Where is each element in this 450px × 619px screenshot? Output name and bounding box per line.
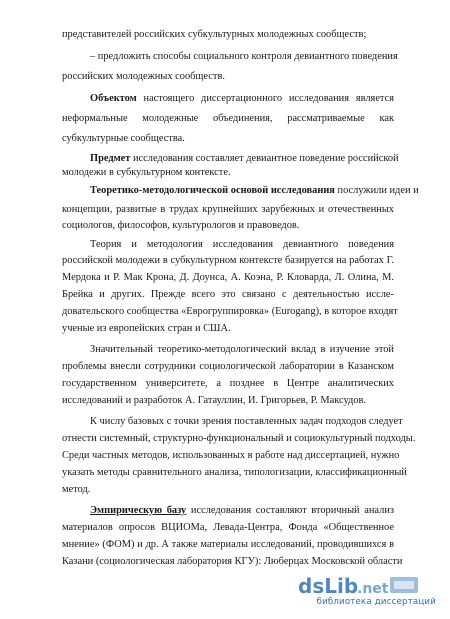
paragraph-empirical [90, 504, 394, 517]
text-line: довательского сообщества «Еврогруппировка» (Eurogang), в которое входят [62, 306, 398, 317]
text-line: концепции, развитые в трудах крупнейших зарубежных и отечественных [62, 204, 394, 215]
text-line: мнение» (ФОМ) и др. А также материалы исследований, проводившихся в [62, 539, 394, 550]
text-fragment: настоящего диссертационного исследования является [136, 93, 394, 104]
text-line: неформальные молодежные объединения, рассматриваемые как [62, 113, 394, 124]
text-line: Брейка и других. Прежде всего это связано с деятельностью иссле- [62, 289, 394, 300]
text-line: государственном университете, а позднее в Центре аналитических [62, 378, 394, 389]
text-line: российских молодежных сообществ. [62, 71, 225, 82]
term-object: Объектом [90, 93, 137, 104]
text-line: указать методы сравнительного анализа, типологизации, классификационный [62, 467, 407, 478]
text-line: ученые из европейских стран и США. [62, 323, 231, 334]
text-line: отнести системный, структурно-функциональный и социокультурный подходы. [62, 433, 416, 444]
paragraph-subject [90, 152, 399, 165]
text-line: российской молодежи в субкультурном контексте базируется на работах Г. [62, 255, 394, 266]
text-fragment: послужили идеи и [334, 185, 419, 196]
text-line: проблемы внесли сотрудники социологической лаборатории в Казанском [62, 361, 394, 372]
text-line: Мердока и Р. Мак Крона, Д. Доунса, А. Коэна, Р. Кловарда, Л. Олина, М. [62, 272, 394, 283]
text-line: Значительный теоретико-методологический вклад в изучение этой [90, 344, 394, 355]
text-line: Среди частных методов, использованных в работе над диссертацией, нужно [62, 450, 400, 461]
text-line: Казани (социологическая лаборатория КГУ): Люберцах Московской области [62, 556, 403, 567]
term-empirical-base: Эмпирическую базу [90, 505, 187, 516]
paragraph-theory [90, 184, 419, 197]
text-line: социологов, философов, культурологов и правоведов. [62, 220, 300, 231]
watermark-subtitle: библиотека диссертаций [316, 597, 436, 607]
text-line: К числу базовых с точки зрения поставленных задач подходов следует [90, 416, 403, 427]
svg-text:dsLib: dsLib [298, 574, 359, 598]
text-line: субкультурные сообщества. [62, 133, 185, 144]
svg-text:.net: .net [357, 581, 389, 597]
term-theory: Теоретико-методологической основой исследования [90, 185, 335, 196]
text-line: молодежи в субкультурном контексте. [62, 167, 231, 178]
text-fragment: исследования составляют вторичный анализ [186, 505, 394, 516]
text-line: материалов опросов ВЦИОМа, Левада-Центра, Фонда «Общественное [62, 522, 394, 533]
term-subject: Предмет [90, 153, 131, 164]
text-line: исследований и разработок А. Гатауллин, И. Григорьев, Р. Максудов. [62, 395, 366, 406]
text-fragment: исследования составляет девиантное поведение российской [130, 153, 399, 164]
text-line: – предложить способы социального контроля девиантного поведения [90, 51, 398, 62]
paragraph-object [90, 92, 394, 105]
watermark [290, 571, 440, 611]
text-line: Теория и методология исследования девиантного поведения [90, 239, 394, 250]
text-line: метод. [62, 484, 91, 495]
text-line: представителей российских субкультурных молодежных сообществ; [62, 29, 367, 40]
